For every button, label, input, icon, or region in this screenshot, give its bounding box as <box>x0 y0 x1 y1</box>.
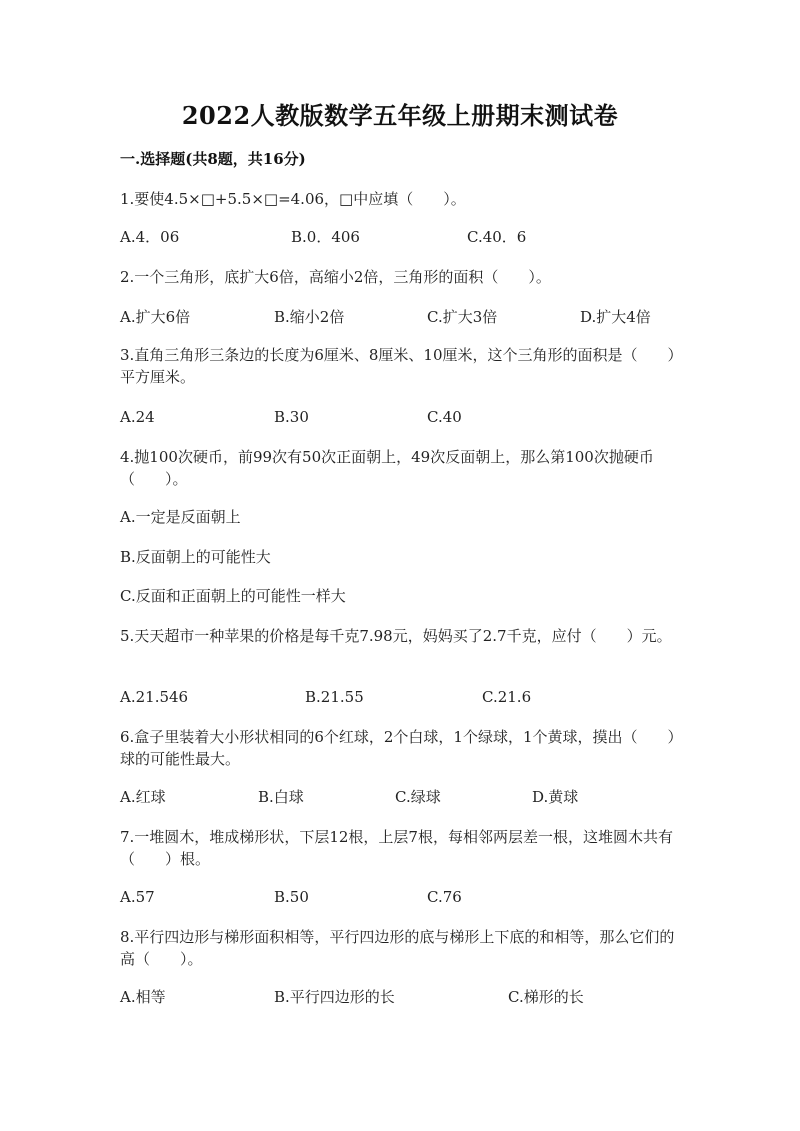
question-4: 4.抛100次硬币，前99次有50次正面朝上，49次反面朝上，那么第100次抛硬币（ ）。 <box>120 448 654 488</box>
question-7-option-c: C.76 <box>427 888 462 906</box>
question-3-option-b: B.30 <box>274 408 309 426</box>
question-7: 7.一堆圆木，堆成梯形状，下层12根，上层7根，每相邻两层差一根，这堆圆木共有（ ）根。 <box>120 828 673 868</box>
page-title: 2022人教版数学五年级上册期末测试卷 <box>181 101 619 130</box>
question-3: 3.直角三角形三条边的长度为6厘米、8厘米、10厘米，这个三角形的面积是（ ）平方厘米。 <box>120 346 675 386</box>
question-6-option-a: A.红球 <box>120 788 166 806</box>
question-6-option-d: D.黄球 <box>532 788 579 806</box>
question-3-option-c: C.40 <box>427 408 462 426</box>
section-heading: 一.选择题(共8题，共16分) <box>120 150 306 168</box>
question-1-option-c: C.40．6 <box>467 228 527 246</box>
question-7-option-b: B.50 <box>274 888 309 906</box>
question-6-option-c: C.绿球 <box>395 788 441 806</box>
question-5-option-c: C.21.6 <box>482 688 532 706</box>
question-8: 8.平行四边形与梯形面积相等，平行四边形的底与梯形上下底的和相等，那么它们的高（ ）。 <box>120 928 675 968</box>
question-1-option-b: B.0．406 <box>291 228 360 246</box>
question-4-option-b: B.反面朝上的可能性大 <box>120 548 271 566</box>
question-3-option-a: A.24 <box>120 408 155 426</box>
question-5: 5.天天超市一种苹果的价格是每千克7.98元，妈妈买了2.7千克，应付（ ）元。 <box>120 627 672 645</box>
question-2: 2.一个三角形，底扩大6倍，高缩小2倍，三角形的面积（ ）。 <box>120 268 551 286</box>
question-4-option-c: C.反面和正面朝上的可能性一样大 <box>120 587 346 605</box>
question-6: 6.盒子里装着大小形状相同的6个红球，2个白球，1个绿球，1个黄球，摸出（ ）球的可能性最大。 <box>120 728 675 768</box>
question-2-option-b: B.缩小2倍 <box>274 308 345 326</box>
question-5-option-b: B.21.55 <box>305 688 364 706</box>
question-4-option-a: A.一定是反面朝上 <box>120 508 241 526</box>
question-5-option-a: A.21.546 <box>120 688 189 706</box>
question-8-option-b: B.平行四边形的长 <box>274 988 395 1006</box>
question-2-option-a: A.扩大6倍 <box>120 308 191 326</box>
question-8-option-c: C.梯形的长 <box>508 988 584 1006</box>
question-7-option-a: A.57 <box>120 888 155 906</box>
question-2-option-c: C.扩大3倍 <box>427 308 498 326</box>
question-1-option-a: A.4．06 <box>120 228 180 246</box>
question-2-option-d: D.扩大4倍 <box>580 308 651 326</box>
question-1: 1.要使4.5×□+5.5×□=4.06，□中应填（ ）。 <box>120 190 466 208</box>
question-8-option-a: A.相等 <box>120 988 166 1006</box>
question-6-option-b: B.白球 <box>258 788 304 806</box>
